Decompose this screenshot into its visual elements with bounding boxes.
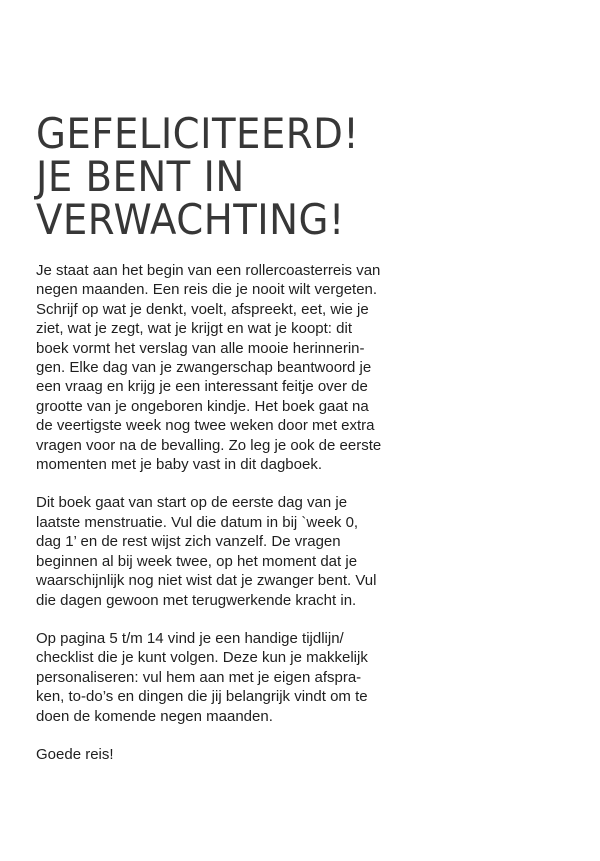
text-line: Schrijf op wat je denkt, voelt, afspreekt, eet, wie je — [36, 300, 369, 318]
text-line: doen de komende negen maanden. — [36, 707, 273, 725]
text-line: personaliseren: vul hem aan met je eigen afspra- — [36, 668, 362, 686]
paragraph-closing — [36, 745, 436, 764]
text-line: Dit boek gaat van start op de eerste dag van je — [36, 494, 348, 512]
text-line: boek vormt het verslag van alle mooie herinnerin- — [36, 339, 365, 357]
text-line: die dagen gewoon met terugwerkende kracht in. — [36, 591, 357, 609]
text-line: een vraag en krijg je een interessant feitje over de — [36, 378, 368, 396]
text-line: Op pagina 5 t/m 14 vind je een handige tijdlijn/ — [36, 629, 344, 647]
text-line: momenten met je baby vast in dit dagboek. — [36, 456, 322, 474]
paragraph-start — [36, 493, 436, 609]
title-line-3: VERWACHTING! — [36, 195, 345, 244]
title-line-1: GEFELICITEERD! — [36, 109, 360, 158]
text-line: gen. Elke dag van je zwangerschap beantwoord je — [36, 359, 372, 377]
text-line: de veertigste week nog twee weken door met extra — [36, 417, 375, 435]
text-line: ken, to-do’s en dingen die jij belangrijk vindt om te — [36, 688, 368, 706]
text-line: laatste menstruatie. Vul die datum in bij `week 0, — [36, 513, 359, 531]
text-line: checklist die je kunt volgen. Deze kun je makkelijk — [36, 649, 368, 667]
page-title — [36, 109, 387, 244]
text-line: ziet, wat je zegt, wat je krijgt en wat je koopt: dit — [36, 320, 352, 338]
paragraph-timeline — [36, 629, 436, 726]
text-line: Je staat aan het begin van een rollercoasterreis van — [36, 262, 381, 279]
text-line: waarschijnlijk nog niet wist dat je zwanger bent. Vul — [36, 572, 377, 590]
body-text — [36, 261, 436, 783]
paragraph-intro — [36, 261, 436, 474]
text-line: grootte van je ongeboren kindje. Het boek gaat na — [36, 397, 369, 415]
text-line: dag 1’ en de rest wijst zich vanzelf. De vragen — [36, 533, 341, 551]
title-line-2: JE BENT IN — [36, 152, 245, 201]
text-line: Goede reis! — [36, 745, 114, 763]
text-line: beginnen al bij week twee, op het moment dat je — [36, 552, 358, 570]
text-line: negen maanden. Een reis die je nooit wilt vergeten. — [36, 281, 378, 299]
text-line: vragen voor na de bevalling. Zo leg je ook de eerste — [36, 436, 382, 454]
